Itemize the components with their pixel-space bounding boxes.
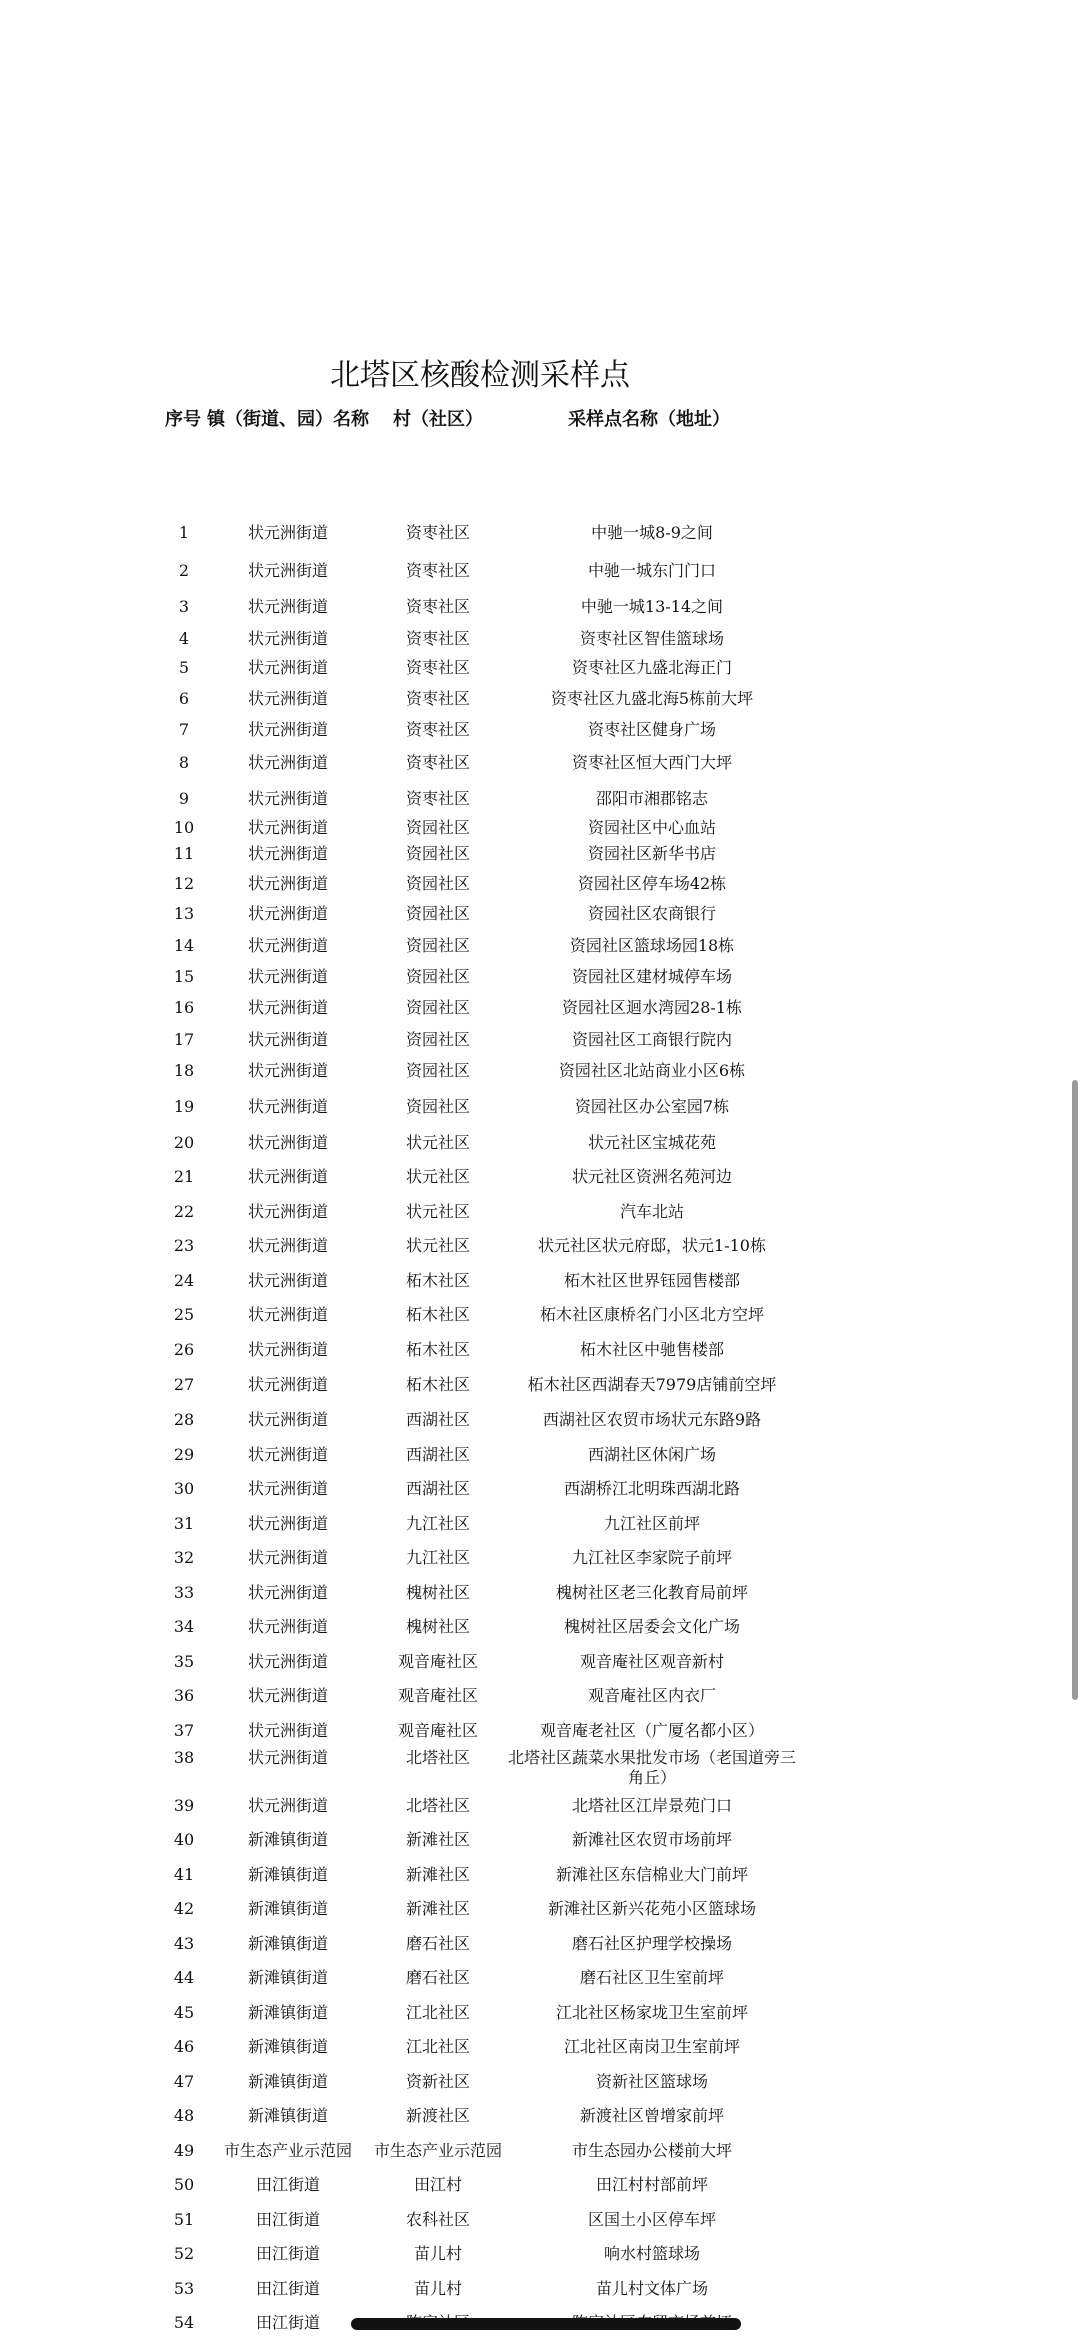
table-row <box>0 904 1080 930</box>
row-index: 15 <box>173 967 195 986</box>
row-town: 新滩镇街道 <box>247 1899 329 1918</box>
row-village: 资园社区 <box>405 844 471 863</box>
row-index: 3 <box>178 597 190 616</box>
row-index: 52 <box>173 2244 195 2263</box>
row-village: 资枣社区 <box>405 629 471 648</box>
table-row <box>0 1236 1080 1262</box>
row-index: 11 <box>173 844 195 863</box>
row-town: 状元洲街道 <box>247 597 329 616</box>
row-village: 资园社区 <box>405 936 471 955</box>
row-village: 柘木社区 <box>405 1340 471 1359</box>
row-index: 8 <box>178 753 190 772</box>
table-row <box>0 2003 1080 2029</box>
row-site: 新滩社区农贸市场前坪 <box>571 1830 732 1849</box>
row-index: 1 <box>178 523 190 542</box>
row-index: 43 <box>173 1934 195 1953</box>
table-row <box>0 629 1080 655</box>
row-town: 状元洲街道 <box>247 1236 329 1255</box>
table-row <box>0 1830 1080 1856</box>
row-town: 新滩镇街道 <box>247 1934 329 1953</box>
row-village: 田江村 <box>413 2175 463 2194</box>
row-town: 状元洲街道 <box>247 1271 329 1290</box>
table-row <box>0 1934 1080 1960</box>
row-site: 资枣社区智佳篮球场 <box>579 629 724 648</box>
row-village: 资枣社区 <box>405 720 471 739</box>
row-site: 九江社区李家院子前坪 <box>571 1548 732 1567</box>
row-index: 23 <box>173 1236 195 1255</box>
row-site: 槐树社区老三化教育局前坪 <box>555 1583 748 1602</box>
row-site: 柘木社区中驰售楼部 <box>579 1340 724 1359</box>
row-town: 状元洲街道 <box>247 1340 329 1359</box>
row-village: 新滩社区 <box>405 1830 471 1849</box>
table-row <box>0 2210 1080 2236</box>
row-village: 状元社区 <box>405 1133 471 1152</box>
row-town: 状元洲街道 <box>247 1375 329 1394</box>
table-row <box>0 2244 1080 2270</box>
table-row <box>0 1340 1080 1366</box>
row-town: 田江街道 <box>255 2175 321 2194</box>
row-village: 观音庵社区 <box>397 1721 479 1740</box>
table-row <box>0 2037 1080 2063</box>
row-town: 状元洲街道 <box>247 1796 329 1815</box>
table-row <box>0 1479 1080 1505</box>
row-town: 状元洲街道 <box>247 967 329 986</box>
row-site: 资园社区篮球场园18栋 <box>569 936 735 955</box>
row-town: 状元洲街道 <box>247 1617 329 1636</box>
table-row <box>0 658 1080 684</box>
row-index: 34 <box>173 1617 195 1636</box>
row-site: 西湖社区休闲广场 <box>587 1445 716 1464</box>
row-site: 资枣社区九盛北海5栋前大坪 <box>550 689 754 708</box>
row-index: 32 <box>173 1548 195 1567</box>
row-site: 资枣社区恒大西门大坪 <box>571 753 732 772</box>
row-village: 资园社区 <box>405 1061 471 1080</box>
row-site: 状元社区资洲名苑河边 <box>571 1167 732 1186</box>
table-row <box>0 998 1080 1024</box>
row-index: 4 <box>178 629 190 648</box>
row-village: 资枣社区 <box>405 789 471 808</box>
row-site: 资园社区北站商业小区6栋 <box>558 1061 746 1080</box>
table-row <box>0 2141 1080 2167</box>
row-town: 新滩镇街道 <box>247 2072 329 2091</box>
row-index: 33 <box>173 1583 195 1602</box>
row-site: 状元社区状元府邸，状元1-10栋 <box>538 1236 766 1255</box>
row-site: 柘木社区西湖春天7979店铺前空坪 <box>527 1375 777 1394</box>
row-village: 新滩社区 <box>405 1899 471 1918</box>
row-index: 21 <box>173 1167 195 1186</box>
row-index: 20 <box>173 1133 195 1152</box>
row-site: 观音庵社区观音新村 <box>579 1652 724 1671</box>
row-index: 27 <box>173 1375 195 1394</box>
row-village: 西湖社区 <box>405 1479 471 1498</box>
row-town: 状元洲街道 <box>247 874 329 893</box>
row-village: 状元社区 <box>405 1236 471 1255</box>
row-index: 28 <box>173 1410 195 1429</box>
row-site: 状元社区宝城花苑 <box>587 1133 716 1152</box>
row-site: 区国土小区停车坪 <box>587 2210 716 2229</box>
table-row <box>0 818 1080 844</box>
row-site: 新滩社区东信棉业大门前坪 <box>555 1865 748 1884</box>
row-village: 资园社区 <box>405 967 471 986</box>
row-village: 市生态产业示范园 <box>373 2141 503 2160</box>
row-index: 9 <box>178 789 190 808</box>
row-index: 29 <box>173 1445 195 1464</box>
table-row <box>0 1796 1080 1822</box>
table-row <box>0 1899 1080 1925</box>
row-site: 江北社区南岗卫生室前坪 <box>563 2037 740 2056</box>
table-row <box>0 1305 1080 1331</box>
row-town: 市生态产业示范园 <box>223 2141 353 2160</box>
table-row <box>0 1271 1080 1297</box>
table-row <box>0 689 1080 715</box>
row-index: 44 <box>173 1968 195 1987</box>
row-town: 新滩镇街道 <box>247 2037 329 2056</box>
table-row <box>0 1865 1080 1891</box>
row-village: 资园社区 <box>405 904 471 923</box>
row-town: 状元洲街道 <box>247 689 329 708</box>
row-village: 资枣社区 <box>405 658 471 677</box>
row-village: 槐树社区 <box>405 1583 471 1602</box>
row-index: 12 <box>173 874 195 893</box>
table-row <box>0 1061 1080 1087</box>
row-town: 状元洲街道 <box>247 523 329 542</box>
row-site: 资园社区建材城停车场 <box>571 967 732 986</box>
table-row <box>0 1968 1080 1994</box>
row-site: 九江社区前坪 <box>603 1514 700 1533</box>
row-site: 资枣社区九盛北海正门 <box>571 658 732 677</box>
row-town: 新滩镇街道 <box>247 1830 329 1849</box>
row-site: 中驰一城东门门口 <box>587 561 716 580</box>
row-index: 38 <box>173 1748 195 1767</box>
row-village: 柘木社区 <box>405 1375 471 1394</box>
row-site: 资园社区中心血站 <box>587 818 716 837</box>
table-row <box>0 1375 1080 1401</box>
row-index: 36 <box>173 1686 195 1705</box>
row-village: 新渡社区 <box>405 2106 471 2125</box>
table-row <box>0 1030 1080 1056</box>
row-index: 35 <box>173 1652 195 1671</box>
row-town: 田江街道 <box>255 2244 321 2263</box>
table-row <box>0 1748 1080 1787</box>
row-town: 状元洲街道 <box>247 936 329 955</box>
table-row <box>0 1652 1080 1678</box>
row-town: 状元洲街道 <box>247 789 329 808</box>
row-town: 状元洲街道 <box>247 1202 329 1221</box>
row-site: 西湖社区农贸市场状元东路9路 <box>542 1410 762 1429</box>
row-village: 苗儿村 <box>413 2279 463 2298</box>
row-index: 7 <box>178 720 190 739</box>
row-village: 北塔社区 <box>405 1796 471 1815</box>
row-site: 新渡社区曾增家前坪 <box>579 2106 724 2125</box>
row-index: 17 <box>173 1030 195 1049</box>
row-site: 磨石社区护理学校操场 <box>571 1934 732 1953</box>
row-index: 50 <box>173 2175 195 2194</box>
table-row <box>0 1583 1080 1609</box>
row-site: 资园社区新华书店 <box>587 844 716 863</box>
table-row <box>0 844 1080 870</box>
row-town: 田江街道 <box>255 2210 321 2229</box>
row-town: 状元洲街道 <box>247 1061 329 1080</box>
row-index: 40 <box>173 1830 195 1849</box>
row-town: 状元洲街道 <box>247 1652 329 1671</box>
row-site: 资园社区迴水湾园28-1栋 <box>562 998 742 1017</box>
row-village: 槐树社区 <box>405 1617 471 1636</box>
row-site: 中驰一城13-14之间 <box>580 597 724 616</box>
row-village: 西湖社区 <box>405 1445 471 1464</box>
row-town: 新滩镇街道 <box>247 1968 329 1987</box>
row-village: 资园社区 <box>405 818 471 837</box>
row-index: 51 <box>173 2210 195 2229</box>
table-row <box>0 1548 1080 1574</box>
row-site: 资枣社区健身广场 <box>587 720 716 739</box>
table-row <box>0 1167 1080 1193</box>
row-town: 状元洲街道 <box>247 1133 329 1152</box>
row-index: 2 <box>178 561 190 580</box>
row-site: 北塔社区蔬菜水果批发市场（老国道旁三角丘） <box>507 1748 796 1787</box>
table-row <box>0 2279 1080 2305</box>
row-village: 资枣社区 <box>405 597 471 616</box>
table-row <box>0 1445 1080 1471</box>
row-village: 农科社区 <box>405 2210 471 2229</box>
row-index: 16 <box>173 998 195 1017</box>
row-town: 状元洲街道 <box>247 658 329 677</box>
row-town: 新滩镇街道 <box>247 2106 329 2125</box>
table-row <box>0 967 1080 993</box>
header-town: 镇（街道、园）名称 <box>207 409 369 430</box>
row-site: 资园社区农商银行 <box>587 904 716 923</box>
row-town: 田江街道 <box>255 2279 321 2298</box>
row-index: 49 <box>173 2141 195 2160</box>
table-row <box>0 874 1080 900</box>
row-site: 资园社区办公室园7栋 <box>574 1097 730 1116</box>
row-village: 资园社区 <box>405 874 471 893</box>
row-index: 14 <box>173 936 195 955</box>
row-village: 资枣社区 <box>405 753 471 772</box>
row-site: 江北社区杨家垅卫生室前坪 <box>555 2003 748 2022</box>
row-index: 22 <box>173 1202 195 1221</box>
row-site: 资园社区工商银行院内 <box>571 1030 732 1049</box>
row-village: 西湖社区 <box>405 1410 471 1429</box>
table-row <box>0 597 1080 623</box>
row-town: 状元洲街道 <box>247 844 329 863</box>
row-town: 状元洲街道 <box>247 1548 329 1567</box>
row-town: 状元洲街道 <box>247 753 329 772</box>
row-site: 田江村村部前坪 <box>595 2175 708 2194</box>
row-index: 6 <box>178 689 190 708</box>
row-village: 资枣社区 <box>405 523 471 542</box>
row-index: 37 <box>173 1721 195 1740</box>
table-row <box>0 561 1080 587</box>
table-row <box>0 2175 1080 2201</box>
table-row <box>0 753 1080 779</box>
row-village: 磨石社区 <box>405 1968 471 1987</box>
row-town: 状元洲街道 <box>247 720 329 739</box>
row-index: 48 <box>173 2106 195 2125</box>
row-town: 状元洲街道 <box>247 1514 329 1533</box>
row-village: 北塔社区 <box>405 1748 471 1767</box>
table-row <box>0 1686 1080 1712</box>
row-site: 柘木社区康桥名门小区北方空坪 <box>539 1305 764 1324</box>
row-site: 中驰一城8-9之间 <box>591 523 713 542</box>
row-town: 状元洲街道 <box>247 1583 329 1602</box>
table-row <box>0 2072 1080 2098</box>
row-index: 41 <box>173 1865 195 1884</box>
row-site: 苗儿村文体广场 <box>595 2279 708 2298</box>
row-village: 柘木社区 <box>405 1271 471 1290</box>
table-row <box>0 1617 1080 1643</box>
row-town: 状元洲街道 <box>247 998 329 1017</box>
row-village: 江北社区 <box>405 2037 471 2056</box>
home-indicator[interactable] <box>351 2318 741 2330</box>
row-index: 31 <box>173 1514 195 1533</box>
row-village: 资枣社区 <box>405 561 471 580</box>
row-town: 状元洲街道 <box>247 818 329 837</box>
table-row <box>0 1097 1080 1123</box>
row-town: 状元洲街道 <box>247 904 329 923</box>
row-index: 25 <box>173 1305 195 1324</box>
row-index: 5 <box>178 658 190 677</box>
row-site: 观音庵社区内衣厂 <box>587 1686 716 1705</box>
table-row <box>0 1202 1080 1228</box>
header-site: 采样点名称（地址） <box>568 409 730 430</box>
document-title: 北塔区核酸检测采样点 <box>330 358 630 393</box>
row-village: 资园社区 <box>405 1097 471 1116</box>
row-village: 磨石社区 <box>405 1934 471 1953</box>
table-row <box>0 936 1080 962</box>
row-village: 江北社区 <box>405 2003 471 2022</box>
row-village: 观音庵社区 <box>397 1652 479 1671</box>
row-village: 资枣社区 <box>405 689 471 708</box>
row-site: 槐树社区居委会文化广场 <box>563 1617 740 1636</box>
row-site: 资园社区停车场42栋 <box>577 874 727 893</box>
row-village: 状元社区 <box>405 1167 471 1186</box>
row-town: 状元洲街道 <box>247 629 329 648</box>
row-town: 状元洲街道 <box>247 1479 329 1498</box>
row-index: 42 <box>173 1899 195 1918</box>
row-site: 柘木社区世界钰园售楼部 <box>563 1271 740 1290</box>
row-site: 北塔社区江岸景苑门口 <box>571 1796 732 1815</box>
row-village: 苗儿村 <box>413 2244 463 2263</box>
row-index: 10 <box>173 818 195 837</box>
table-row <box>0 1133 1080 1159</box>
row-index: 54 <box>173 2313 195 2332</box>
row-village: 资新社区 <box>405 2072 471 2091</box>
row-site: 资新社区篮球场 <box>595 2072 708 2091</box>
header-index: 序号 <box>165 409 201 430</box>
row-village: 九江社区 <box>405 1548 471 1567</box>
row-village: 资园社区 <box>405 998 471 1017</box>
row-village: 九江社区 <box>405 1514 471 1533</box>
row-site: 观音庵老社区（广厦名都小区） <box>539 1721 764 1740</box>
row-town: 新滩镇街道 <box>247 2003 329 2022</box>
row-town: 状元洲街道 <box>247 561 329 580</box>
row-town: 状元洲街道 <box>247 1030 329 1049</box>
row-site: 邵阳市湘郡铭志 <box>595 789 708 808</box>
table-row <box>0 2106 1080 2132</box>
row-site: 市生态园办公楼前大坪 <box>571 2141 732 2160</box>
row-village: 状元社区 <box>405 1202 471 1221</box>
row-index: 19 <box>173 1097 195 1116</box>
scrollbar[interactable] <box>1072 1080 1078 1700</box>
table-row <box>0 789 1080 815</box>
table-row <box>0 523 1080 549</box>
row-index: 26 <box>173 1340 195 1359</box>
row-site: 汽车北站 <box>619 1202 684 1221</box>
table-row <box>0 1410 1080 1436</box>
table-row <box>0 1514 1080 1540</box>
row-index: 47 <box>173 2072 195 2091</box>
table-row <box>0 1721 1080 1747</box>
row-town: 状元洲街道 <box>247 1167 329 1186</box>
row-town: 状元洲街道 <box>247 1686 329 1705</box>
row-town: 状元洲街道 <box>247 1721 329 1740</box>
row-index: 18 <box>173 1061 195 1080</box>
row-village: 柘木社区 <box>405 1305 471 1324</box>
row-village: 资园社区 <box>405 1030 471 1049</box>
row-village: 新滩社区 <box>405 1865 471 1884</box>
row-index: 39 <box>173 1796 195 1815</box>
row-town: 状元洲街道 <box>247 1748 329 1767</box>
row-index: 24 <box>173 1271 195 1290</box>
row-index: 13 <box>173 904 195 923</box>
row-site: 西湖桥江北明珠西湖北路 <box>563 1479 740 1498</box>
row-index: 46 <box>173 2037 195 2056</box>
row-town: 状元洲街道 <box>247 1097 329 1116</box>
row-village: 观音庵社区 <box>397 1686 479 1705</box>
row-index: 53 <box>173 2279 195 2298</box>
row-town: 状元洲街道 <box>247 1410 329 1429</box>
row-site: 新滩社区新兴花苑小区篮球场 <box>547 1899 756 1918</box>
row-site: 响水村篮球场 <box>603 2244 700 2263</box>
row-town: 状元洲街道 <box>247 1445 329 1464</box>
row-town: 新滩镇街道 <box>247 1865 329 1884</box>
row-town: 田江街道 <box>255 2313 321 2332</box>
row-index: 45 <box>173 2003 195 2022</box>
table-row <box>0 720 1080 746</box>
header-village: 村（社区） <box>393 409 483 430</box>
row-index: 30 <box>173 1479 195 1498</box>
row-site: 磨石社区卫生室前坪 <box>579 1968 724 1987</box>
row-town: 状元洲街道 <box>247 1305 329 1324</box>
